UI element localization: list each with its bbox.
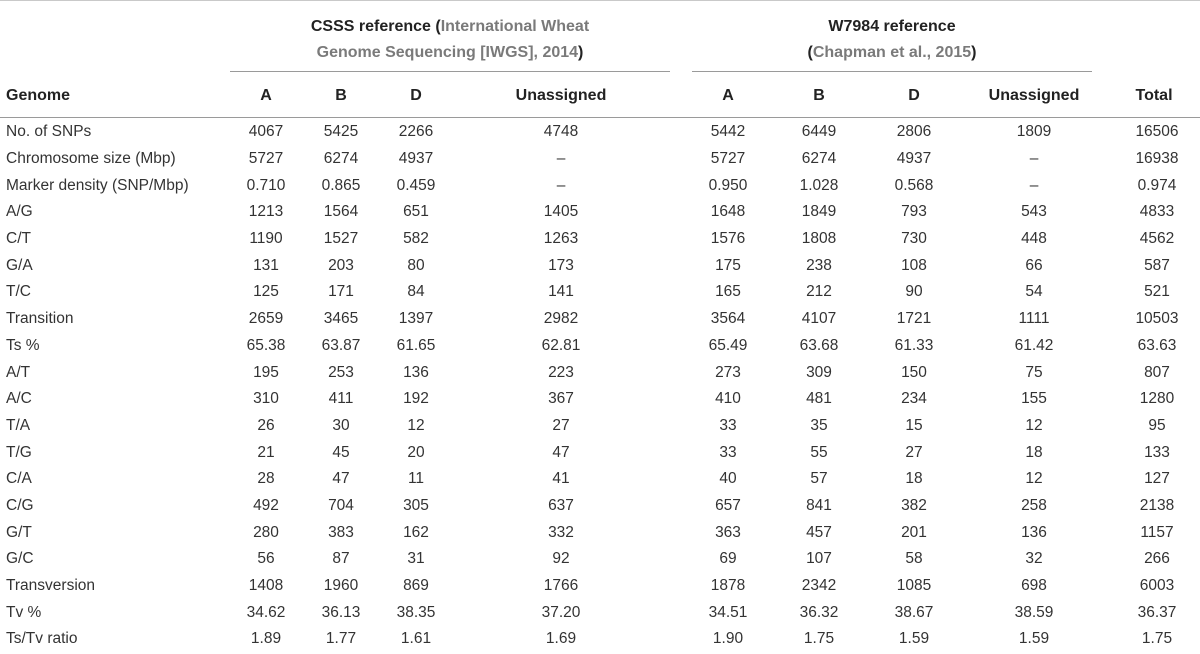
table-cell: 150 bbox=[901, 363, 927, 381]
header-bottom-rule bbox=[0, 117, 1200, 118]
table-cell: 63.68 bbox=[799, 336, 839, 354]
table-cell: 1721 bbox=[896, 310, 932, 328]
table-cell: 203 bbox=[328, 256, 354, 274]
table-cell: 309 bbox=[806, 363, 832, 381]
table-cell: 1111 bbox=[1018, 310, 1050, 328]
table-cell: 0.950 bbox=[708, 176, 748, 194]
table-cell: 173 bbox=[548, 256, 574, 274]
table-cell: 1.61 bbox=[400, 630, 432, 648]
citation-link-chapman[interactable]: Chapman et al., 2015 bbox=[812, 44, 972, 61]
table-cell: 136 bbox=[1021, 523, 1047, 541]
table-cell: 6003 bbox=[1139, 577, 1175, 595]
group-gap bbox=[670, 279, 692, 306]
table-cell: 698 bbox=[1021, 577, 1047, 595]
table-cell: 1408 bbox=[248, 577, 284, 595]
table-cell: 587 bbox=[1144, 256, 1170, 274]
row-label: Chromosome size (Mbp) bbox=[6, 150, 176, 168]
table-cell: 5442 bbox=[710, 123, 746, 141]
row-label: T/G bbox=[6, 443, 32, 461]
group-gap bbox=[670, 146, 692, 173]
row-label: Transversion bbox=[6, 577, 96, 595]
table-cell: 1.75 bbox=[1141, 630, 1173, 648]
group-header-csss bbox=[230, 14, 670, 66]
row-label: A/T bbox=[6, 363, 31, 381]
table-cell: 92 bbox=[552, 550, 570, 568]
table-row bbox=[0, 413, 1200, 440]
row-label: T/C bbox=[6, 283, 31, 301]
citation-link-iwgs[interactable]: International Wheat bbox=[440, 18, 590, 35]
group-gap bbox=[670, 172, 692, 199]
table-cell: 141 bbox=[548, 283, 574, 301]
group-gap bbox=[670, 386, 692, 413]
table-cell: 18 bbox=[1025, 443, 1043, 461]
table-cell: 1849 bbox=[801, 203, 837, 221]
column-header-csss-d: D bbox=[410, 87, 422, 104]
table-cell: 54 bbox=[1025, 283, 1043, 301]
column-header-total: Total bbox=[1135, 87, 1173, 104]
table-cell: 1.59 bbox=[1018, 630, 1050, 648]
table-cell: 37.20 bbox=[541, 603, 581, 621]
group-gap bbox=[670, 626, 692, 653]
table-cell: 1.75 bbox=[803, 630, 835, 648]
group-gap bbox=[670, 333, 692, 360]
table-cell: 12 bbox=[1025, 416, 1043, 434]
table-cell: 4748 bbox=[543, 123, 579, 141]
table-cell: 543 bbox=[1021, 203, 1047, 221]
table-cell: 32 bbox=[1025, 550, 1043, 568]
table-cell: 10503 bbox=[1135, 310, 1179, 328]
table-cell: 90 bbox=[905, 283, 923, 301]
table-cell: 41 bbox=[552, 470, 570, 488]
table-cell: 4937 bbox=[896, 150, 932, 168]
table-cell: 38.59 bbox=[1014, 603, 1054, 621]
table-cell: 2138 bbox=[1139, 496, 1175, 514]
table-row bbox=[0, 172, 1200, 199]
table-cell: 363 bbox=[715, 523, 741, 541]
table-cell: 1766 bbox=[543, 577, 579, 595]
citation-link-iwgs-cont[interactable]: Genome Sequencing [IWGS], 2014 bbox=[316, 44, 579, 61]
table-cell: 16506 bbox=[1135, 123, 1179, 141]
table-cell: 107 bbox=[806, 550, 832, 568]
table-cell: 223 bbox=[548, 363, 574, 381]
group-gap bbox=[670, 519, 692, 546]
table-cell: 61.65 bbox=[396, 336, 436, 354]
table-cell: 1263 bbox=[543, 230, 579, 248]
table-cell: 2342 bbox=[801, 577, 837, 595]
table-cell: 2659 bbox=[248, 310, 284, 328]
table-cell: 481 bbox=[806, 390, 832, 408]
column-header-w7984-a: A bbox=[722, 87, 734, 104]
row-label: C/A bbox=[6, 470, 32, 488]
table-cell: 367 bbox=[548, 390, 574, 408]
column-header-w7984-unassigned: Unassigned bbox=[988, 87, 1080, 104]
table-cell: 1.77 bbox=[325, 630, 357, 648]
group-gap bbox=[670, 573, 692, 600]
table-cell: 30 bbox=[332, 416, 350, 434]
group-gap bbox=[670, 599, 692, 626]
table-cell: 4107 bbox=[801, 310, 837, 328]
column-header-csss-b: B bbox=[335, 87, 347, 104]
table-cell: 273 bbox=[715, 363, 741, 381]
row-label: Transition bbox=[6, 310, 74, 328]
table-cell: 1085 bbox=[896, 577, 932, 595]
table-cell: – bbox=[1029, 176, 1039, 194]
table-cell: – bbox=[556, 150, 566, 168]
table-cell: 1280 bbox=[1139, 390, 1175, 408]
table-cell: 5727 bbox=[710, 150, 746, 168]
table-cell: 0.568 bbox=[894, 176, 934, 194]
table-cell: 11 bbox=[407, 470, 425, 488]
table-cell: 75 bbox=[1025, 363, 1043, 381]
group-gap bbox=[670, 493, 692, 520]
table-row bbox=[0, 493, 1200, 520]
table-cell: 80 bbox=[407, 256, 425, 274]
table-top-rule bbox=[0, 0, 1200, 1]
group-csss-underline bbox=[230, 71, 670, 72]
table-cell: 6449 bbox=[801, 123, 837, 141]
table-cell: 730 bbox=[901, 230, 927, 248]
table-cell: 155 bbox=[1021, 390, 1047, 408]
table-row bbox=[0, 599, 1200, 626]
table-cell: 125 bbox=[253, 283, 279, 301]
table-cell: 0.459 bbox=[396, 176, 436, 194]
row-label: G/T bbox=[6, 523, 32, 541]
table-cell: 841 bbox=[806, 496, 832, 514]
table-cell: 21 bbox=[257, 443, 275, 461]
table-cell: 1808 bbox=[801, 230, 837, 248]
table-cell: 3564 bbox=[710, 310, 746, 328]
table-cell: 382 bbox=[901, 496, 927, 514]
column-header-w7984-d: D bbox=[908, 87, 920, 104]
table-cell: 1527 bbox=[323, 230, 359, 248]
table-cell: 492 bbox=[253, 496, 279, 514]
table-cell: 69 bbox=[719, 550, 737, 568]
column-header-genome: Genome bbox=[6, 87, 71, 104]
table-cell: 45 bbox=[332, 443, 350, 461]
group-w7984-title: W7984 reference bbox=[828, 18, 956, 35]
row-label: A/C bbox=[6, 390, 32, 408]
table-cell: 3465 bbox=[323, 310, 359, 328]
table-cell: 1.59 bbox=[898, 630, 930, 648]
table-cell: 1564 bbox=[323, 203, 359, 221]
table-row bbox=[0, 226, 1200, 253]
table-cell: 12 bbox=[1025, 470, 1043, 488]
group-w7984-underline bbox=[692, 71, 1092, 72]
table-cell: 31 bbox=[407, 550, 425, 568]
table-row bbox=[0, 119, 1200, 146]
table-cell: 869 bbox=[403, 577, 429, 595]
row-label: Marker density (SNP/Mbp) bbox=[6, 176, 189, 194]
group-gap bbox=[670, 439, 692, 466]
table-cell: 1.89 bbox=[250, 630, 282, 648]
table-cell: 457 bbox=[806, 523, 832, 541]
group-gap bbox=[670, 359, 692, 386]
table-cell: 36.13 bbox=[321, 603, 361, 621]
table-cell: 253 bbox=[328, 363, 354, 381]
group-header-csss-line1: CSSS reference (International Wheat bbox=[310, 18, 590, 35]
table-cell: 171 bbox=[328, 283, 354, 301]
table-cell: 4833 bbox=[1139, 203, 1175, 221]
table-cell: 212 bbox=[806, 283, 832, 301]
table-cell: 131 bbox=[253, 256, 279, 274]
row-label: A/G bbox=[6, 203, 33, 221]
table-cell: 127 bbox=[1144, 470, 1170, 488]
table-cell: 162 bbox=[403, 523, 429, 541]
table-cell: 5727 bbox=[248, 150, 284, 168]
table-row bbox=[0, 146, 1200, 173]
table-cell: 34.62 bbox=[246, 603, 286, 621]
table-cell: 15 bbox=[905, 416, 923, 434]
table-cell: 136 bbox=[403, 363, 429, 381]
table-cell: 1.90 bbox=[712, 630, 744, 648]
group-gap bbox=[670, 252, 692, 279]
table-cell: 165 bbox=[715, 283, 741, 301]
table-cell: 66 bbox=[1025, 256, 1043, 274]
table-cell: 1960 bbox=[323, 577, 359, 595]
table-cell: 2266 bbox=[398, 123, 434, 141]
column-header-w7984-b: B bbox=[813, 87, 825, 104]
table-row bbox=[0, 626, 1200, 653]
table-cell: 1878 bbox=[710, 577, 746, 595]
table-cell: 195 bbox=[253, 363, 279, 381]
group-gap bbox=[670, 546, 692, 573]
table-row bbox=[0, 306, 1200, 333]
table-cell: 657 bbox=[715, 496, 741, 514]
table-cell: 33 bbox=[719, 443, 737, 461]
table-cell: 38.67 bbox=[894, 603, 934, 621]
table-cell: 65.38 bbox=[246, 336, 286, 354]
table-cell: 411 bbox=[328, 390, 354, 408]
table-cell: 4937 bbox=[398, 150, 434, 168]
table-cell: 448 bbox=[1021, 230, 1047, 248]
table-cell: 175 bbox=[715, 256, 741, 274]
table-cell: 12 bbox=[407, 416, 425, 434]
table-cell: 234 bbox=[901, 390, 927, 408]
table-cell: 1576 bbox=[710, 230, 746, 248]
group-gap bbox=[670, 226, 692, 253]
group-header-csss-line2: Genome Sequencing [IWGS], 2014) bbox=[316, 44, 584, 61]
group-gap bbox=[670, 466, 692, 493]
table-cell: 1809 bbox=[1016, 123, 1052, 141]
group-gap bbox=[670, 413, 692, 440]
table-cell: 36.32 bbox=[799, 603, 839, 621]
row-label: No. of SNPs bbox=[6, 123, 92, 141]
table-cell: 807 bbox=[1144, 363, 1170, 381]
row-label: Tv % bbox=[6, 603, 42, 621]
table-cell: 5425 bbox=[323, 123, 359, 141]
table-cell: 258 bbox=[1021, 496, 1047, 514]
table-row bbox=[0, 439, 1200, 466]
table-row bbox=[0, 279, 1200, 306]
table-cell: 28 bbox=[257, 470, 275, 488]
table-cell: 0.710 bbox=[246, 176, 286, 194]
table-cell: 84 bbox=[407, 283, 425, 301]
table-cell: 34.51 bbox=[708, 603, 748, 621]
group-header-w7984-line2: (Chapman et al., 2015) bbox=[807, 44, 977, 61]
table-cell: 1.69 bbox=[545, 630, 577, 648]
table-cell: 266 bbox=[1144, 550, 1170, 568]
table-cell: 0.865 bbox=[321, 176, 361, 194]
table-cell: 2982 bbox=[543, 310, 579, 328]
table-cell: 56 bbox=[257, 550, 275, 568]
table-cell: 1405 bbox=[543, 203, 579, 221]
table-row bbox=[0, 519, 1200, 546]
row-label: T/A bbox=[6, 416, 31, 434]
table-cell: 35 bbox=[810, 416, 828, 434]
group-csss-title: CSSS reference bbox=[310, 18, 431, 35]
table-cell: 192 bbox=[403, 390, 429, 408]
table-cell: 40 bbox=[719, 470, 737, 488]
table-cell: 383 bbox=[328, 523, 354, 541]
table-cell: 1190 bbox=[249, 230, 283, 248]
table-body bbox=[0, 119, 1200, 653]
table-cell: 2806 bbox=[896, 123, 932, 141]
table-cell: 1.028 bbox=[799, 176, 839, 194]
table-cell: 410 bbox=[715, 390, 741, 408]
row-label: C/G bbox=[6, 496, 34, 514]
table-cell: 47 bbox=[552, 443, 570, 461]
table-cell: 0.974 bbox=[1137, 176, 1177, 194]
table-cell: 58 bbox=[905, 550, 923, 568]
table-cell: 108 bbox=[901, 256, 927, 274]
table-row bbox=[0, 573, 1200, 600]
table-cell: 332 bbox=[548, 523, 574, 541]
table-cell: 87 bbox=[332, 550, 350, 568]
column-header-row bbox=[0, 82, 1200, 110]
group-gap bbox=[670, 119, 692, 146]
table-cell: 38.35 bbox=[396, 603, 436, 621]
table-cell: 27 bbox=[552, 416, 570, 434]
table-row bbox=[0, 386, 1200, 413]
table-cell: 26 bbox=[257, 416, 275, 434]
group-gap bbox=[670, 306, 692, 333]
table-cell: 63.63 bbox=[1137, 336, 1177, 354]
table-cell: 16938 bbox=[1135, 150, 1179, 168]
table-cell: 27 bbox=[905, 443, 923, 461]
table-cell: 62.81 bbox=[541, 336, 581, 354]
table-cell: 33 bbox=[719, 416, 737, 434]
table-cell: 133 bbox=[1144, 443, 1170, 461]
table-cell: 582 bbox=[403, 230, 429, 248]
table-cell: 305 bbox=[403, 496, 429, 514]
table-cell: 651 bbox=[403, 203, 429, 221]
table-cell: 704 bbox=[328, 496, 354, 514]
table-cell: 6274 bbox=[801, 150, 837, 168]
table-cell: 1648 bbox=[710, 203, 746, 221]
row-label: G/C bbox=[6, 550, 34, 568]
column-header-csss-a: A bbox=[260, 87, 272, 104]
group-header-w7984 bbox=[692, 14, 1092, 66]
table-row bbox=[0, 466, 1200, 493]
table-row bbox=[0, 546, 1200, 573]
table-cell: 280 bbox=[253, 523, 279, 541]
table-cell: 95 bbox=[1148, 416, 1166, 434]
group-gap bbox=[670, 199, 692, 226]
table-cell: 521 bbox=[1144, 283, 1170, 301]
table-cell: 61.33 bbox=[894, 336, 934, 354]
row-label: Ts/Tv ratio bbox=[6, 630, 78, 648]
row-label: C/T bbox=[6, 230, 31, 248]
table-cell: 47 bbox=[332, 470, 350, 488]
table-cell: 1157 bbox=[1140, 523, 1174, 541]
table-cell: 637 bbox=[548, 496, 574, 514]
table-cell: – bbox=[1029, 150, 1039, 168]
table-row bbox=[0, 199, 1200, 226]
row-label: Ts % bbox=[6, 336, 40, 354]
table-cell: 36.37 bbox=[1137, 603, 1177, 621]
table-cell: 1397 bbox=[398, 310, 434, 328]
table-cell: 201 bbox=[901, 523, 927, 541]
table-cell: 4067 bbox=[248, 123, 284, 141]
table-cell: 63.87 bbox=[321, 336, 361, 354]
table-cell: 310 bbox=[253, 390, 279, 408]
table-cell: 55 bbox=[810, 443, 828, 461]
table-cell: 57 bbox=[810, 470, 828, 488]
table-cell: 1213 bbox=[248, 203, 284, 221]
row-label: G/A bbox=[6, 256, 33, 274]
table-row bbox=[0, 359, 1200, 386]
table-cell: 65.49 bbox=[708, 336, 748, 354]
table-cell: 18 bbox=[905, 470, 923, 488]
table-cell: 238 bbox=[806, 256, 832, 274]
column-header-csss-unassigned: Unassigned bbox=[515, 87, 607, 104]
table-cell: 793 bbox=[901, 203, 927, 221]
table-cell: 4562 bbox=[1139, 230, 1175, 248]
table-cell: 20 bbox=[407, 443, 425, 461]
table-cell: 61.42 bbox=[1014, 336, 1054, 354]
table-row bbox=[0, 333, 1200, 360]
table-row bbox=[0, 252, 1200, 279]
table-cell: – bbox=[556, 176, 566, 194]
table-cell: 6274 bbox=[323, 150, 359, 168]
